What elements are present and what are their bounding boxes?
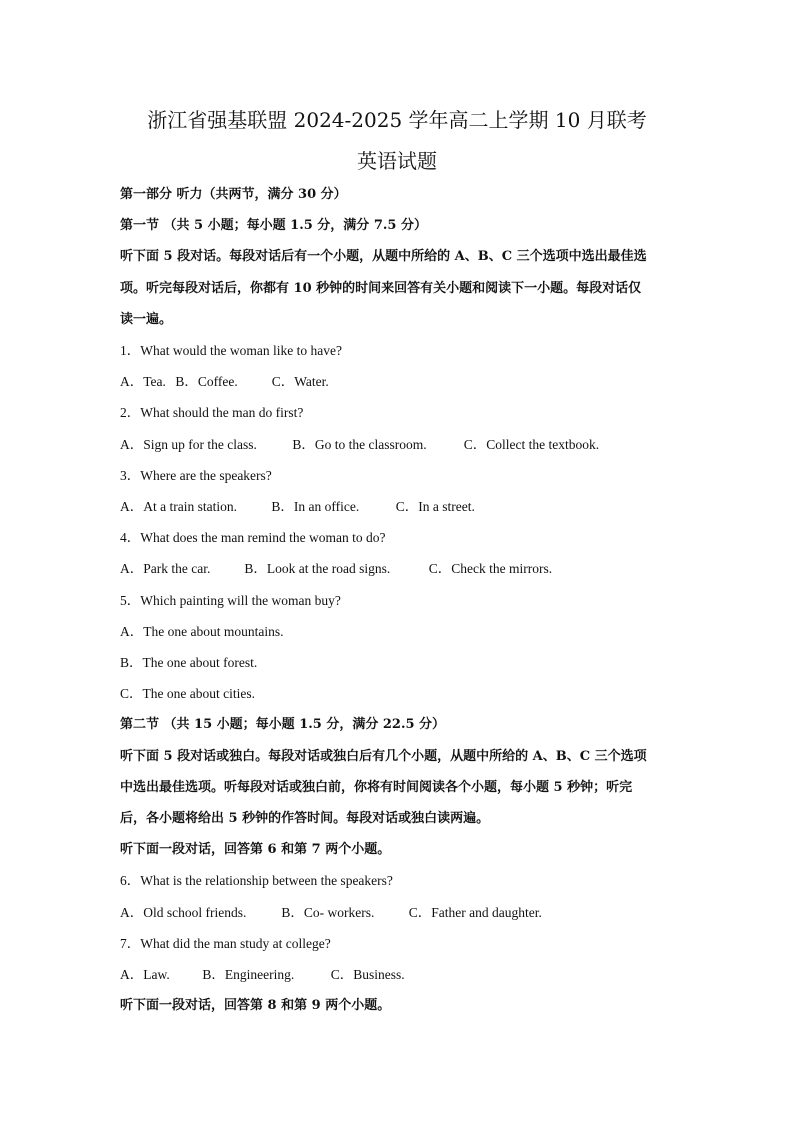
question-7: 7．What did the man study at college?: [120, 936, 331, 951]
q5-option-a: A．The one about mountains.: [120, 624, 284, 639]
q5-option-b: B．The one about forest.: [120, 655, 258, 670]
question-4: 4．What does the man remind the woman to do?: [120, 530, 386, 545]
section2-instructions-line1: 听下面 5 段对话或独白。每段对话或独白后有几个小题，从题中所给的 A、B、C 三个选项: [120, 749, 647, 764]
question-3: 3．Where are the speakers?: [120, 468, 272, 483]
question-1-options: [120, 373, 680, 391]
question-7-options: [120, 966, 680, 984]
section1-header: 第一节 （共 5 小题；每小题 1.5 分，满分 7.5 分）: [120, 218, 427, 233]
q1-option-b: B．Coffee.: [175, 374, 238, 389]
dialog-6-7-instruction: 听下面一段对话，回答第 6 和第 7 两个小题。: [120, 842, 391, 857]
section1-instructions-line2: 项。听完每段对话后，你都有 10 秒钟的时间来回答有关小题和阅读下一小题。每段对话仅: [120, 281, 642, 296]
question-2-options: [120, 436, 680, 454]
question-6: 6．What is the relationship between the speakers?: [120, 873, 393, 888]
q1-option-c: C．Water.: [271, 374, 329, 389]
q7-option-b: B．Engineering.: [202, 967, 295, 982]
q1-option-a: A．Tea.: [120, 374, 166, 389]
section1-instructions-line1: 听下面 5 段对话。每段对话后有一个小题，从题中所给的 A、B、C 三个选项中选出最佳选: [120, 249, 647, 264]
question-5: 5．Which painting will the woman buy?: [120, 593, 341, 608]
q5-option-c: C．The one about cities.: [120, 686, 255, 701]
part1-header: 第一部分 听力（共两节，满分 30 分）: [120, 187, 347, 202]
q7-option-c: C．Business.: [330, 967, 405, 982]
question-3-options: [120, 498, 680, 516]
q3-option-a: A．At a train station.: [120, 499, 237, 514]
q6-option-a: A．Old school friends.: [120, 905, 247, 920]
q2-option-a: A．Sign up for the class.: [120, 437, 257, 452]
question-6-options: [120, 904, 680, 922]
question-1: 1．What would the woman like to have?: [120, 343, 342, 358]
q6-option-b: B．Co- workers.: [281, 905, 375, 920]
section2-instructions-line2: 中选出最佳选项。听每段对话或独白前，你将有时间阅读各个小题，每小题 5 秒钟；听完: [120, 780, 633, 795]
exam-title: 浙江省强基联盟 2024-2025 学年高二上学期 10 月联考: [147, 108, 647, 132]
question-4-options: [120, 560, 680, 578]
q4-option-c: C．Check the mirrors.: [428, 561, 553, 576]
section1-instructions-line3: 读一遍。: [120, 312, 173, 327]
q2-option-b: B．Go to the classroom.: [292, 437, 427, 452]
q3-option-b: B．In an office.: [271, 499, 360, 514]
question-2: 2．What should the man do first?: [120, 405, 304, 420]
q6-option-c: C．Father and daughter.: [408, 905, 542, 920]
section2-header: 第二节 （共 15 小题；每小题 1.5 分，满分 22.5 分）: [120, 717, 446, 732]
q4-option-b: B．Look at the road signs.: [244, 561, 391, 576]
q3-option-c: C．In a street.: [395, 499, 475, 514]
q4-option-a: A．Park the car.: [120, 561, 211, 576]
exam-subtitle: 英语试题: [357, 149, 437, 173]
dialog-8-9-instruction: 听下面一段对话，回答第 8 和第 9 两个小题。: [120, 998, 391, 1013]
q2-option-c: C．Collect the textbook.: [463, 437, 600, 452]
section2-instructions-line3: 后，各小题将给出 5 秒钟的作答时间。每段对话或独白读两遍。: [120, 811, 490, 826]
q7-option-a: A．Law.: [120, 967, 170, 982]
